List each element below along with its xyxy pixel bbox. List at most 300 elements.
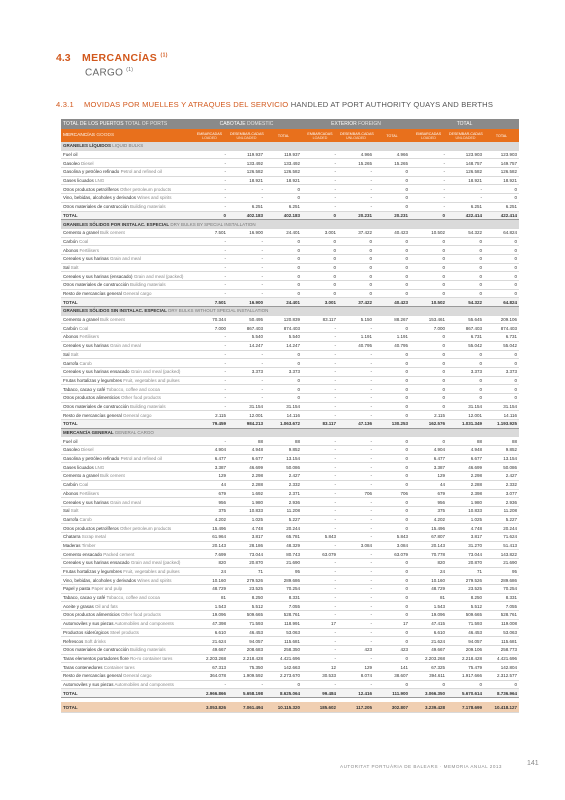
cell-value: - [338, 402, 374, 411]
cell-value: 3.077 [484, 489, 519, 498]
cell-value: 46.699 [228, 463, 265, 472]
section-header-row [61, 307, 519, 316]
section-header: MERCANCÍA GENERAL GENERAL CARGO [61, 428, 519, 437]
row-label: Abonos Fertilisers [61, 246, 191, 255]
cell-value: 20.870 [447, 559, 484, 568]
cell-value: - [302, 202, 338, 211]
cell-value: 3.817 [228, 532, 265, 541]
table-row [61, 393, 519, 402]
section-total-row [61, 420, 519, 429]
cell-value: - [302, 506, 338, 515]
cell-value: 0 [374, 393, 410, 402]
cell-value: 2.936 [265, 498, 302, 507]
cell-value: - [338, 593, 374, 602]
table-row [61, 350, 519, 359]
cell-value: 2.966.866 [191, 689, 228, 698]
row-label: Resto de mercancías general General cargo [61, 671, 191, 680]
row-label: Garrofa Carob [61, 515, 191, 524]
cell-value: 7.061.494 [228, 702, 265, 713]
cell-value: - [338, 411, 374, 420]
cell-value: 0 [374, 611, 410, 620]
cell-value: 3.373 [228, 367, 265, 376]
cell-value: - [228, 281, 265, 290]
cell-value: - [338, 202, 374, 211]
table-row [61, 228, 519, 237]
cell-value: 3.084 [374, 541, 410, 550]
cell-value: 24.401 [265, 298, 302, 307]
table-row [61, 680, 519, 689]
cell-value: 0 [374, 515, 410, 524]
cell-value: - [228, 246, 265, 255]
cell-value: 0 [374, 385, 410, 394]
cell-value: 18.921 [265, 176, 302, 185]
cell-value: 5.843 [302, 532, 338, 541]
cell-value: 0 [410, 289, 447, 298]
footer-text: AUTORITAT PORTUÀRIA DE BALEARS · MEMORIA ANUAL 2013 [340, 764, 502, 769]
cell-value: 0 [374, 585, 410, 594]
cell-value: 0 [374, 454, 410, 463]
table-row [61, 524, 519, 533]
cell-value: 83.117 [302, 315, 338, 324]
cell-value: - [302, 611, 338, 620]
cell-value: 67.325 [410, 663, 447, 672]
table-row [61, 602, 519, 611]
cell-value: 0 [484, 289, 519, 298]
row-label: Resto de mercancías general General cargo [61, 411, 191, 420]
table-subheader-row [61, 129, 519, 142]
row-label: Resto de mercancías general General cargo [61, 289, 191, 298]
cell-value: 0 [374, 637, 410, 646]
table-row [61, 611, 519, 620]
cell-value: 0 [374, 576, 410, 585]
cell-value: 375 [191, 506, 228, 515]
cell-value: - [338, 680, 374, 689]
cell-value: 14.116 [484, 411, 519, 420]
cell-value: 0 [265, 272, 302, 281]
cell-value: - [302, 654, 338, 663]
cell-value: 40.423 [374, 228, 410, 237]
cell-value: - [228, 237, 265, 246]
cell-value: 0 [447, 263, 484, 272]
cell-value: 17 [302, 619, 338, 628]
table-row [61, 576, 519, 585]
table-row [61, 254, 519, 263]
cell-value: 50.086 [265, 463, 302, 472]
cell-value: 12.001 [228, 411, 265, 420]
cell-value: 16.900 [228, 228, 265, 237]
cell-value: - [338, 176, 374, 185]
cell-value: 0 [484, 281, 519, 290]
cell-value: 8.625.064 [265, 689, 302, 698]
cell-value: 0 [265, 359, 302, 368]
cell-value: 0 [374, 437, 410, 446]
subcol-header: DESEMBAR-CADAS UNLOADED [228, 129, 265, 142]
cell-value: 423 [374, 645, 410, 654]
table-row [61, 637, 519, 646]
cell-value: 12.416 [338, 689, 374, 698]
cell-value: 7.055 [484, 602, 519, 611]
table-row [61, 437, 519, 446]
cell-value: 3.053.826 [191, 702, 228, 713]
cell-value: 88 [447, 437, 484, 446]
cell-value: 15.496 [191, 524, 228, 533]
cell-value: - [302, 541, 338, 550]
cell-value: 289.686 [484, 576, 519, 585]
cell-value: - [338, 628, 374, 637]
cell-value: - [410, 176, 447, 185]
cell-value: 0 [484, 272, 519, 281]
cell-value: 706 [374, 489, 410, 498]
cell-value: 820 [410, 559, 447, 568]
cell-value: - [302, 333, 338, 342]
cell-value: 0 [447, 350, 484, 359]
cell-value: 8.736.964 [484, 689, 519, 698]
cell-value: 88 [228, 437, 265, 446]
cell-value: - [302, 324, 338, 333]
cell-value: 11.208 [484, 506, 519, 515]
row-label: Cemento a granel Bulk cement [61, 228, 191, 237]
cell-value: - [338, 559, 374, 568]
cell-value: - [338, 654, 374, 663]
cell-value: 679 [410, 489, 447, 498]
cell-value: 4.948 [447, 446, 484, 455]
cell-value: 123.903 [447, 150, 484, 159]
subcol-header: DESEMBAR-CADAS UNLOADED [447, 129, 484, 142]
cell-value: 0 [447, 680, 484, 689]
cell-value: 28.186 [228, 541, 265, 550]
cell-value: 0 [265, 254, 302, 263]
cell-value: 70.254 [484, 585, 519, 594]
row-label: TOTAL [61, 298, 191, 307]
cell-value: 0 [374, 498, 410, 507]
row-label: Gases licuados LNG [61, 463, 191, 472]
cell-value: 71 [447, 567, 484, 576]
cell-value: 65.781 [265, 532, 302, 541]
cell-value: 94.057 [447, 637, 484, 646]
cell-value: 0 [265, 185, 302, 194]
cargo-table [61, 119, 519, 713]
cell-value: 208.683 [228, 645, 265, 654]
cell-value: 1.191 [374, 333, 410, 342]
cell-value: 2.371 [265, 489, 302, 498]
table-row [61, 671, 519, 680]
cell-value: 16.900 [228, 298, 265, 307]
cell-value: 2.332 [484, 480, 519, 489]
cell-value: 117.205 [338, 702, 374, 713]
cell-value: 0 [484, 194, 519, 203]
row-label: Chatarra Scrap metal [61, 532, 191, 541]
header-group-domestic: CABOTAJE DOMESTIC [191, 119, 302, 129]
table-row [61, 506, 519, 515]
cell-value: 874.403 [265, 324, 302, 333]
table-row [61, 463, 519, 472]
cell-value: 5.843 [374, 532, 410, 541]
cell-value: 50.086 [484, 463, 519, 472]
cell-value: 61.964 [191, 532, 228, 541]
cell-value: - [191, 402, 228, 411]
cell-value: - [191, 350, 228, 359]
cell-value: 18.921 [447, 176, 484, 185]
cell-value: 63.079 [302, 550, 338, 559]
cell-value: - [228, 350, 265, 359]
cell-value: - [302, 150, 338, 159]
cell-value: 423 [338, 645, 374, 654]
cell-value: - [338, 385, 374, 394]
cell-value: 75.479 [447, 663, 484, 672]
row-label: Cereales y sus harinas Grain and meal [61, 498, 191, 507]
cell-value: 0 [410, 385, 447, 394]
row-label: Otros materiales de construcción Building materials [61, 202, 191, 211]
cell-value: - [228, 359, 265, 368]
cell-value: 12 [302, 663, 338, 672]
cell-value: 7.000 [410, 324, 447, 333]
cell-value: 0 [374, 376, 410, 385]
cell-value: 874.403 [484, 324, 519, 333]
row-label: Gasolina y petróleo refinado Petrol and refined oil [61, 454, 191, 463]
cell-value: 31.154 [265, 402, 302, 411]
cell-value: 6.477 [191, 454, 228, 463]
row-label: Cereales y sus harinas (ensacado) Grain and meal (packed) [61, 272, 191, 281]
cell-value: 6.731 [484, 333, 519, 342]
cell-value: 2.298 [228, 472, 265, 481]
cell-value: - [302, 524, 338, 533]
table-row [61, 376, 519, 385]
cell-value: 2.288 [228, 480, 265, 489]
cell-value: 984.213 [228, 420, 265, 429]
section-total-row [61, 211, 519, 220]
cell-value: - [338, 194, 374, 203]
cell-value: 23.525 [228, 585, 265, 594]
cell-value: 0 [374, 202, 410, 211]
cell-value: - [302, 446, 338, 455]
cell-value: 0 [374, 324, 410, 333]
header-group-total: TOTAL [410, 119, 519, 129]
section-header-row [61, 220, 519, 229]
cell-value: 133.492 [265, 159, 302, 168]
cell-value: 0 [410, 341, 447, 350]
cell-value: 51.413 [484, 541, 519, 550]
cell-value: 0 [374, 350, 410, 359]
row-label: Cereales y sus harinas Grain and meal [61, 254, 191, 263]
cell-value: 0 [484, 376, 519, 385]
row-label: TOTAL [61, 211, 191, 220]
cell-value: 5.670.614 [447, 689, 484, 698]
cell-value: - [302, 359, 338, 368]
cell-value: 19.096 [191, 611, 228, 620]
cell-value: 0 [374, 506, 410, 515]
cell-value: 0 [484, 359, 519, 368]
cell-value: 6.251 [447, 202, 484, 211]
cell-value: 6.731 [447, 333, 484, 342]
table-row [61, 324, 519, 333]
cell-value: 10.160 [410, 576, 447, 585]
row-label: Productos siderúrgicos Steel products [61, 628, 191, 637]
cell-value: - [410, 150, 447, 159]
cell-value: 0 [374, 628, 410, 637]
row-label: Gasoleo Diesel [61, 159, 191, 168]
cell-value: 2.218.428 [447, 654, 484, 663]
cell-value: 71.593 [447, 619, 484, 628]
row-label: Sal Salt [61, 263, 191, 272]
row-label: Otros productos alimenticios Other food products [61, 611, 191, 620]
cell-value: 18.921 [228, 176, 265, 185]
cell-value: 0 [374, 289, 410, 298]
cell-value: 0 [410, 237, 447, 246]
cell-value: 19.096 [410, 611, 447, 620]
cell-value: 0 [374, 524, 410, 533]
cell-value: 0 [265, 289, 302, 298]
cell-value: - [228, 254, 265, 263]
cell-value: 55.645 [447, 315, 484, 324]
cell-value: 71 [228, 567, 265, 576]
section-title-en: HANDLED AT PORT AUTHORITY QUAYS AND BERTHS [290, 100, 494, 109]
cell-value: - [191, 376, 228, 385]
cell-value: 64.824 [484, 228, 519, 237]
row-label: Gasoleo Diesel [61, 446, 191, 455]
section-header: GRANELES LÍQUIDOS LIQUID BULKS [61, 142, 519, 150]
cell-value: - [338, 376, 374, 385]
cell-value: 0 [447, 376, 484, 385]
cell-value: 258.773 [484, 645, 519, 654]
cell-value: 44 [191, 480, 228, 489]
row-label: Maderas Timber [61, 541, 191, 550]
cell-value: 5.150 [338, 315, 374, 324]
cell-value: - [338, 524, 374, 533]
cell-value: 153.461 [410, 315, 447, 324]
table-row [61, 333, 519, 342]
cell-value: 13.154 [484, 454, 519, 463]
table-row [61, 532, 519, 541]
cell-value: 2.203.268 [410, 654, 447, 663]
cell-value: 20.231 [338, 211, 374, 220]
cell-value: 6.610 [410, 628, 447, 637]
cell-value: 0 [410, 281, 447, 290]
cell-value: 0 [484, 254, 519, 263]
cell-value: 6.677 [228, 454, 265, 463]
cell-value: 49.667 [410, 645, 447, 654]
row-label: Gasolina y petróleo refinado Petrol and refined oil [61, 168, 191, 177]
row-label: Papel y pasta Paper and pulp [61, 585, 191, 594]
cell-value: 13.154 [265, 454, 302, 463]
cell-value: 4.904 [410, 446, 447, 455]
cell-value: 123.903 [484, 150, 519, 159]
cell-value: - [228, 194, 265, 203]
table-row [61, 472, 519, 481]
cell-value: 1.917.666 [447, 671, 484, 680]
cell-value: 6.251 [484, 202, 519, 211]
cell-value: 258.350 [265, 645, 302, 654]
cell-value: 71.593 [228, 619, 265, 628]
cell-value: 49.667 [191, 645, 228, 654]
cell-value: 3.239.428 [410, 702, 447, 713]
cell-value: 7.501 [191, 298, 228, 307]
cell-value: 0 [410, 376, 447, 385]
cell-value: 4.748 [447, 524, 484, 533]
cell-value: - [302, 341, 338, 350]
cell-value: - [302, 645, 338, 654]
cell-value: 20.143 [191, 541, 228, 550]
cell-value: 0 [484, 237, 519, 246]
cell-value: 3.387 [410, 463, 447, 472]
row-label: Tabaco, cacao y café Tobacco, coffee and cocoa [61, 593, 191, 602]
section-total-row [61, 689, 519, 698]
cell-value: 31.154 [447, 402, 484, 411]
cell-value: 0 [374, 602, 410, 611]
cell-value: 53.063 [265, 628, 302, 637]
cell-value: 528.761 [484, 611, 519, 620]
cell-value: 5.512 [447, 602, 484, 611]
cell-value: 4.904 [191, 446, 228, 455]
cell-value: 0 [374, 472, 410, 481]
cell-value: 119.937 [228, 150, 265, 159]
cell-value: 3.373 [265, 367, 302, 376]
cell-value: - [228, 185, 265, 194]
cell-value: 10.418.127 [484, 702, 519, 713]
cell-value: - [302, 194, 338, 203]
cell-value: 0 [484, 350, 519, 359]
cell-value: 64.824 [484, 298, 519, 307]
cell-value: 20.231 [374, 211, 410, 220]
row-label: Vino, bebidas, alcoholes y derivados Wines and spirits [61, 576, 191, 585]
cell-value: 21.624 [410, 637, 447, 646]
table-header-row [61, 119, 519, 129]
subcol-header: EMBARCADAS LOADED [410, 129, 447, 142]
cell-value: 7.501 [191, 228, 228, 237]
section-title [56, 100, 493, 109]
cell-value: 0 [410, 350, 447, 359]
cell-value: - [302, 480, 338, 489]
row-label: Otros productos petrolíferos Other petroleum products [61, 185, 191, 194]
cell-value: 24.401 [265, 228, 302, 237]
cell-value: 40.423 [374, 298, 410, 307]
cell-value: - [338, 168, 374, 177]
cell-value: 46.453 [447, 628, 484, 637]
cell-value: 79.459 [191, 420, 228, 429]
cell-value: 126.582 [228, 168, 265, 177]
cell-value: - [338, 185, 374, 194]
cell-value: 0 [265, 263, 302, 272]
table-row [61, 237, 519, 246]
cell-value: 115.681 [484, 637, 519, 646]
table-row [61, 559, 519, 568]
cell-value: 129 [338, 663, 374, 672]
cell-value: 6.251 [265, 202, 302, 211]
table-row [61, 480, 519, 489]
cell-value: - [338, 515, 374, 524]
cell-value: 21.624 [191, 637, 228, 646]
row-label: Otros materiales de construcción Building materials [61, 281, 191, 290]
cell-value: 422.414 [447, 211, 484, 220]
cell-value: - [338, 576, 374, 585]
subcol-header: TOTAL [374, 129, 410, 142]
header-group-foreign: EXTERIOR FOREIGN [302, 119, 410, 129]
cell-value: 1.063.672 [265, 420, 302, 429]
table-row [61, 159, 519, 168]
cell-value: 21.690 [484, 559, 519, 568]
chapter-number: 4.3 [56, 52, 71, 64]
cell-value: 142.804 [484, 663, 519, 672]
table-row [61, 663, 519, 672]
cell-value: - [191, 333, 228, 342]
cell-value: 4.748 [228, 524, 265, 533]
cell-value: 23.525 [447, 585, 484, 594]
cell-value: 0 [410, 393, 447, 402]
cell-value: 75.350 [228, 663, 265, 672]
cell-value: 2.273.670 [265, 671, 302, 680]
cell-value: 5.227 [265, 515, 302, 524]
cell-value: 0 [338, 246, 374, 255]
cell-value: 402.183 [265, 211, 302, 220]
